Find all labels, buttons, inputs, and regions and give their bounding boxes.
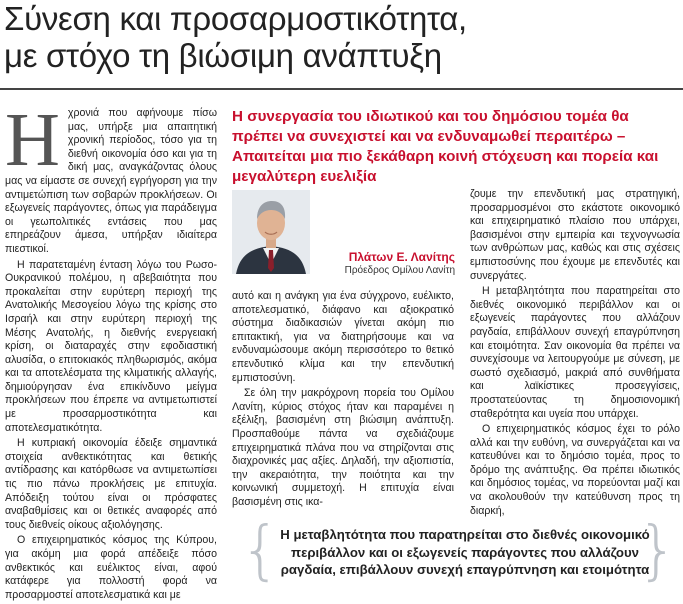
headline-line-2: με στόχο τη βιώσιμη ανάπτυξη	[4, 37, 442, 74]
right-brace-icon: }	[637, 514, 678, 588]
paragraph: Σε όλη την μακρόχρονη πορεία του Ομίλου Λανίτη, κύριος στόχος ήταν και παραμένει η εξέλιξη, βασισμένη στη βιώσιμη ανάπτυξη. Προσπαθούμε πάντα να σχεδιάζουμε επιχειρηματικά πλάνα που να στηρίζονται στις διαχρονικές μας αξίες. Δηλαδή, την αξιοπιστία, την ακεραιότητα, την ποιότητα και την κοινωνική συμμετοχή. Η επιτυχία είναι βασισμένη στις ικα-	[232, 387, 454, 508]
article-column-1	[5, 98, 217, 604]
paragraph: ζουμε την επενδυτική μας στρατηγική, προσαρμοσμένοι στο εκάστοτε οικονομικό και επιχειρηματικό πλαίσιο που υπάρχει, βασισμένοι στην εμπειρία και τεχνογνωσία των ανθρώπων μας, καθώς και στις σχέσεις εμπιστοσύνης που έχουμε με επενδυτές και συνεργάτες.	[470, 188, 680, 282]
drop-cap: Η	[5, 98, 60, 182]
author-portrait-icon	[232, 190, 310, 274]
author-name: Πλάτων Ε. Λανίτης	[348, 250, 455, 264]
author-role: Πρόεδρος Ομίλου Λανίτη	[344, 265, 455, 276]
headline-line-1: Σύνεση και προσαρμοστικότητα,	[4, 0, 467, 37]
article-subheadline: Η συνεργασία του ιδιωτικού και του δημόσιου τομέα θα πρέπει να συνεχιστεί και να ενδυναμωθεί περαιτέρω – Απαιτείται μια πιο ξεκάθαρη κοινή στόχευση και πορεία και μεγαλύτερη ευελιξία	[232, 108, 659, 185]
paragraph: Η παρατεταμένη ένταση λόγω του Ρωσο-Ουκρανικού πολέμου, η αβεβαιότητα που προκαλείται στην ευρύτερη περιοχή της Ανατολικής Μεσογείου λόγω της κρίσης στο Ισραήλ και στην ευρύτερη περιοχή της Μέσης Ανατολής, η διεθνής ενεργειακή κρίση, οι διαταραχές στην εφοδιαστική αλυσίδα, ο επιτοκιακός πληθωρισμός, ακόμα και τα αποτελέσματα της κλιματικής αλλαγής, δημιούργησαν ένα επικίνδυνο μείγμα προκλήσεων που έπρεπε να αντιμετωπιστεί με προσαρμοστικότητα και αποτελεσματικότητα.	[5, 258, 217, 434]
paragraph: Η μεταβλητότητα που παρατηρείται στο διεθνές οικονομικό περιβάλλον και οι εξωγενείς παράγοντες που αλλάζουν ραγδαία, επιβάλλουν συνεχή επαγρύπνηση και ετοιμότητα. Σαν οικονομία θα πρέπει να συνεχίσουμε να λειτουργούμε με σύνεση, με σωστό σχεδιασμό, μακριά από συνθήματα και λαϊκίστικες προσεγγίσεις, προστατεύοντας τη δημοσιονομική σταθερότητα και υγεία που υπάρχει.	[470, 285, 680, 420]
paragraph: αυτό και η ανάγκη για ένα σύγχρονο, ευέλικτο, αποτελεσματικό, διάφανο και αξιοκρατικό σύστημα διαδικασιών γίνεται ακόμη πιο επιτακτική, για να διατηρήσουμε και να ενδυναμώσουμε ακόμη περισσότερο το θετικό επενδυτικό κλίμα και την επενδυτική εμπιστοσύνη.	[232, 290, 454, 384]
article-column-2	[232, 290, 454, 512]
article-column-3	[470, 0, 680, 520]
left-brace-icon: {	[240, 514, 281, 588]
author-photo	[232, 190, 310, 274]
paragraph: χρονιά που αφήνουμε πίσω μας, υπήρξε μια απαιτητική χρονική περίοδος, τόσο για τη διεθνή οικονομία όσο και για τη δική μας, αναγκάζοντας όλους μας να είμαστε σε συνεχή εγρήγορση για την αντιμετώπιση των σοβαρών προκλήσεων. Οι εξωγενείς παράγοντες, όπως για παράδειγμα οι γεωπολιτικές εντάσεις που μας επηρεάζουν άμεσα, υπήρξαν ιδιαίτερα πιεστικοί.	[5, 107, 217, 255]
paragraph: Η κυπριακή οικονομία έδειξε σημαντικά στοιχεία ανθεκτικότητας και θετικής αντίδρασης και κατόρθωσε να αντιμετωπίσει τις πιο πάνω προκλήσεις με επιτυχία. Απόδειξη τούτου είναι οι πρόσφατες αναβαθμίσεις και οι θετικές αναφορές από τους διεθνείς οίκους αξιολόγησης.	[5, 437, 217, 531]
paragraph: Ο επιχειρηματικός κόσμος έχει το ρόλο αλλά και την ευθύνη, να συνεργάζεται και να κατευθύνει και το δημόσιο τομέα, προς το δρόμο της ανάπτυξης. Θα πρέπει ιδιωτικός και δημόσιος τομέας, να πορεύονται μαζί και να ακολουθούν την κατεύθυνση προς τη διαρκή,	[470, 423, 680, 517]
pull-quote-text: Η μεταβλητότητα που παρατηρείται στο διεθνές οικονομικό περιβάλλον και οι εξωγενείς παράγοντες που αλλάζουν ραγδαία, επιβάλλουν συνεχή επαγρύπνηση και ετοιμότητα	[280, 527, 650, 577]
paragraph: Ο επιχειρηματικός κόσμος της Κύπρου, για ακόμη μια φορά απέδειξε πόσο ανθεκτικός και ευέλικτος είναι, αφού κατάφερε για πολλοστή φορά να προσαρμοστεί αποτελεσματικά και με	[5, 534, 217, 601]
author-byline	[315, 250, 455, 277]
pull-quote	[240, 514, 678, 588]
